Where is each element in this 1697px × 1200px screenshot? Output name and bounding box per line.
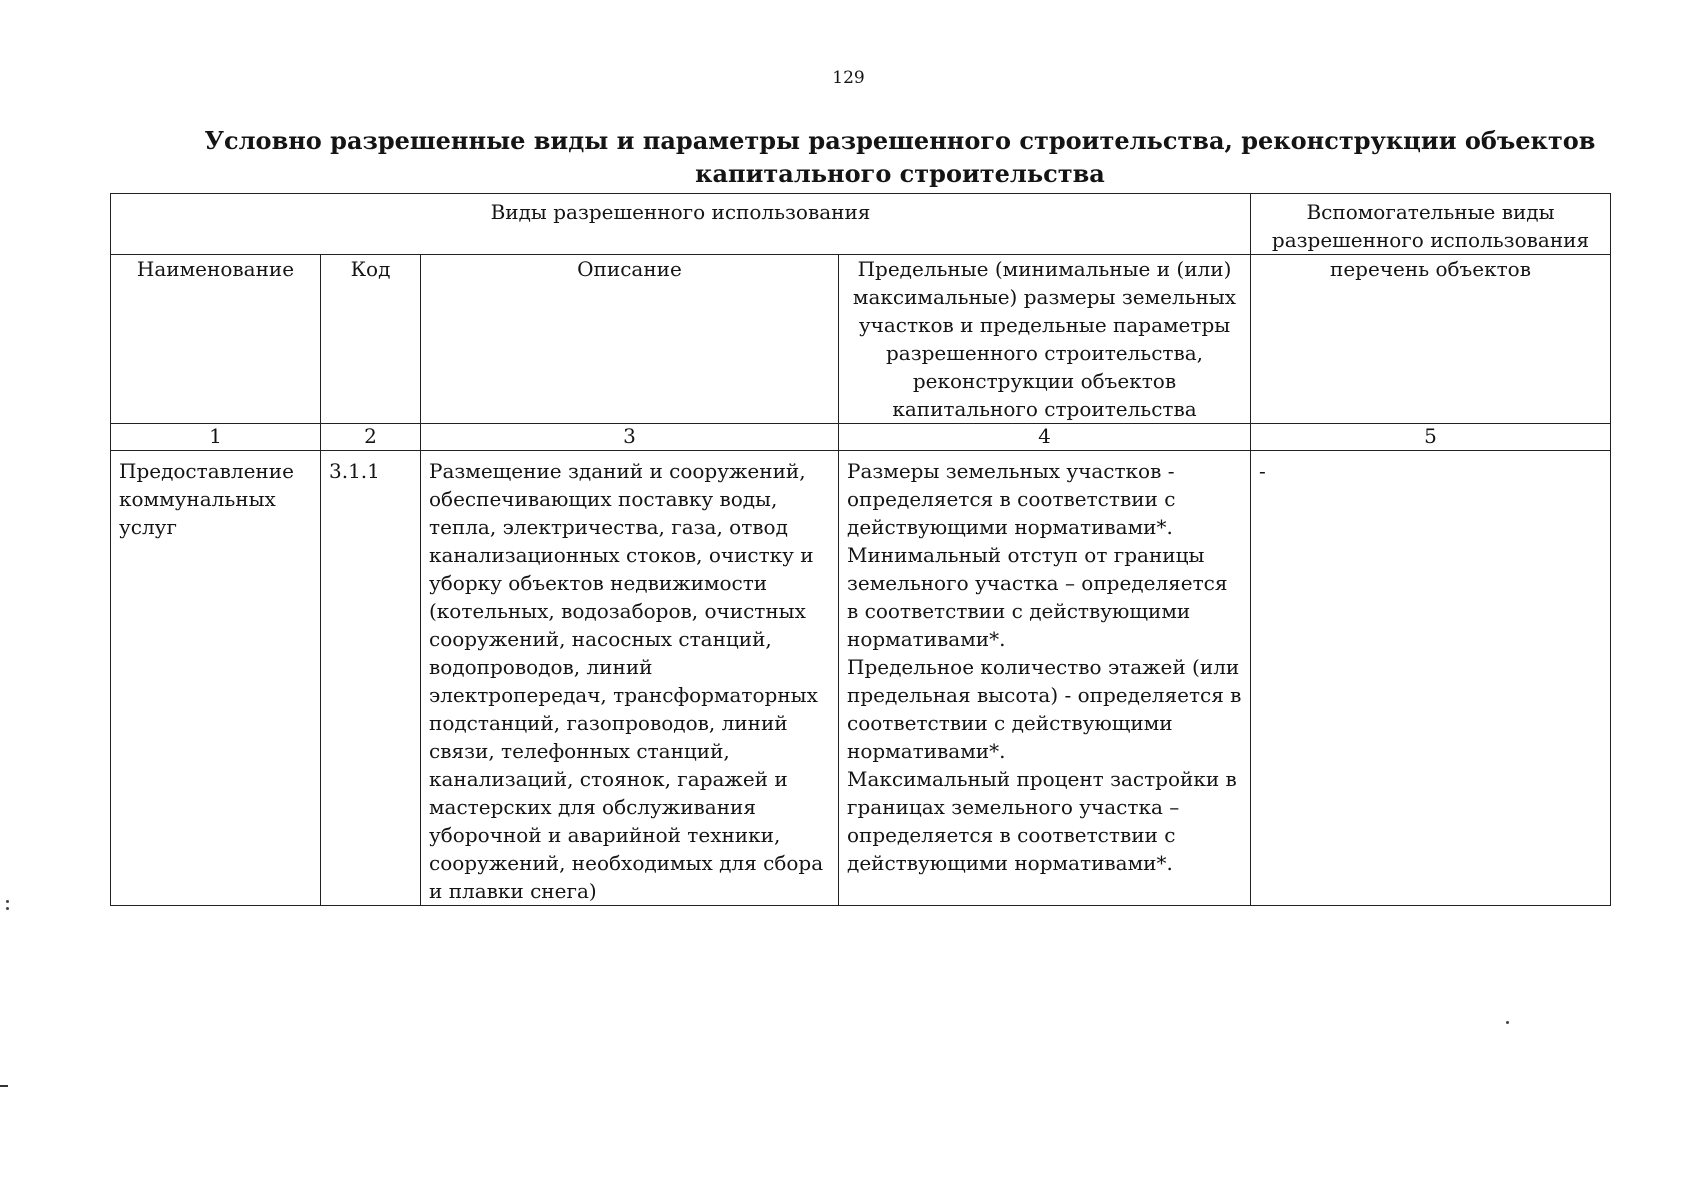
parameter-line: Предельное количество этажей (или предельная высота) - определяется в соответствии с действующими нормативами*. <box>847 655 1242 763</box>
column-number-row <box>111 424 1611 451</box>
column-header-name: Наименование <box>111 255 321 424</box>
column-header-parameters: Предельные (минимальные и (или) максимальные) размеры земельных участков и предельные параметры разрешенного строительства, реконструкции объектов капитального строительства <box>839 255 1251 424</box>
table-row <box>111 451 1611 906</box>
parameter-line: Размеры земельных участков - определяется в соответствии с действующими нормативами*. <box>847 459 1176 539</box>
column-header-row <box>111 255 1611 424</box>
column-number-3: 3 <box>421 424 839 451</box>
parameter-line: Максимальный процент застройки в границах земельного участка – определяется в соответствии с действующими нормативами*. <box>847 767 1237 875</box>
column-number-1: 1 <box>111 424 321 451</box>
cell-code: 3.1.1 <box>321 451 421 906</box>
parameter-line: Минимальный отступ от границы земельного участка – определяется в соответствии с действующими нормативами*. <box>847 543 1228 651</box>
cell-parameters <box>839 451 1251 906</box>
scan-artifact-mark <box>0 1085 8 1087</box>
column-number-5: 5 <box>1251 424 1611 451</box>
column-header-description: Описание <box>421 255 839 424</box>
column-number-4: 4 <box>839 424 1251 451</box>
group-header-main: Виды разрешенного использования <box>111 194 1251 255</box>
land-use-table <box>110 193 1611 906</box>
group-header-aux: Вспомогательные виды разрешенного использования <box>1251 194 1611 255</box>
page-number: 129 <box>832 68 865 88</box>
scan-artifact-dot <box>6 900 9 903</box>
cell-auxiliary: - <box>1251 451 1611 906</box>
column-header-objects: перечень объектов <box>1251 255 1611 424</box>
scan-artifact-dot <box>1506 1021 1509 1024</box>
document-title: Условно разрешенные виды и параметры разрешенного строительства, реконструкции объектов капитального строительства <box>204 126 1596 188</box>
scan-artifact-dot <box>6 907 9 910</box>
column-number-2: 2 <box>321 424 421 451</box>
group-header-row <box>111 194 1611 255</box>
column-header-code: Код <box>321 255 421 424</box>
cell-name: Предоставление коммунальных услуг <box>111 451 321 906</box>
cell-description: Размещение зданий и сооружений, обеспечивающих поставку воды, тепла, электричества, газа, отвод канализационных стоков, очистку и уборку объектов недвижимости (котельных, водозаборов, очистных сооружений, насосных станций, водопроводов, линий электропередач, трансформаторных подстанций, газопроводов, линий связи, телефонных станций, канализаций, стоянок, гаражей и мастерских для обслуживания уборочной и аварийной техники, сооружений, необходимых для сбора и плавки снега) <box>421 451 839 906</box>
